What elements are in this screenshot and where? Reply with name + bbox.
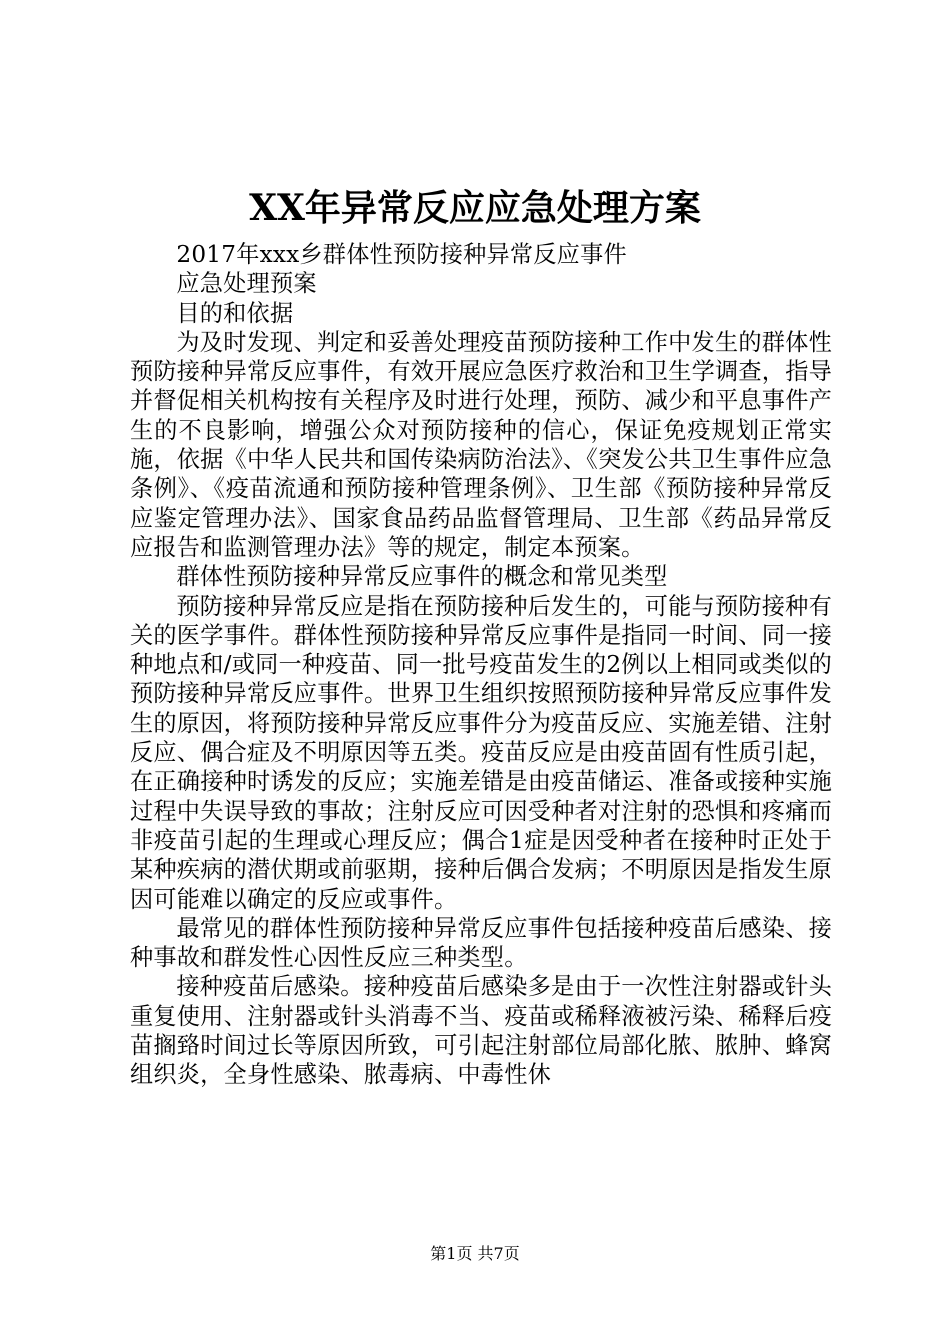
page-number: 第1页 共7页 — [430, 1244, 520, 1263]
section-heading: 群体性预防接种异常反应事件的概念和常见类型 — [176, 563, 668, 591]
paragraph: 接种疫苗后感染。接种疫苗后感染多是由于一次性注射器或针头重复使用、注射器或针头消毒不当、疫苗或稀释液被污染、稀释后疫苗搁臵时间过长等原因所致，可引起注射部位局部化脓、脓肿、蜂窝组织炎，全身性感染、脓毒病、中毒性休 — [130, 973, 832, 1089]
paragraph: 为及时发现、判定和妥善处理疫苗预防接种工作中发生的群体性预防接种异常反应事件，有效开展应急医疗救治和卫生学调查，指导并督促相关机构按有关程序及时进行处理，预防、减少和平息事件产生的不良影响，增强公众对预防接种的信心，保证免疫规划正常实施，依据《中华人民共和国传染病防治法》、《突发公共卫生事件应急条例》、《疫苗流通和预防接种管理条例》、卫生部《预防接种异常反应鉴定管理办法》、国家食品药品监督管理局、卫生部《药品异常反应报告和监测管理办法》等的规定，制定本预案。 — [130, 328, 832, 561]
paragraph: 2017年xxx乡群体性预防接种异常反应事件 — [176, 241, 627, 268]
paragraph: 预防接种异常反应是指在预防接种后发生的，可能与预防接种有关的医学事件。群体性预防接种异常反应事件是指同一时间、同一接种地点和/或同一种疫苗、同一批号疫苗发生的2例以上相同或类似的预防接种异常反应事件。世界卫生组织按照预防接种异常反应事件发生的原因，将预防接种异常反应事件分为疫苗反应、实施差错、注射反应、偶合症及不明原因等五类。疫苗反应是由疫苗固有性质引起，在正确接种时诱发的反应；实施差错是由疫苗储运、准备或接种实施过程中失误导致的事故；注射反应可因受种者对注射的恐惧和疼痛而非疫苗引起的生理或心理反应；偶合1症是因受种者在接种时正处于某种疾病的潜伏期或前驱期，接种后偶合发病；不明原因是指发生原因可能难以确定的反应或事件。 — [130, 592, 832, 913]
paragraph: 应急处理预案 — [176, 270, 317, 298]
document-title: XX年异常反应应急处理方案 — [249, 187, 701, 229]
paragraph: 最常见的群体性预防接种异常反应事件包括接种疫苗后感染、接种事故和群发性心因性反应三种类型。 — [130, 914, 832, 972]
document-body — [130, 240, 832, 1090]
section-heading: 目的和依据 — [176, 299, 294, 327]
